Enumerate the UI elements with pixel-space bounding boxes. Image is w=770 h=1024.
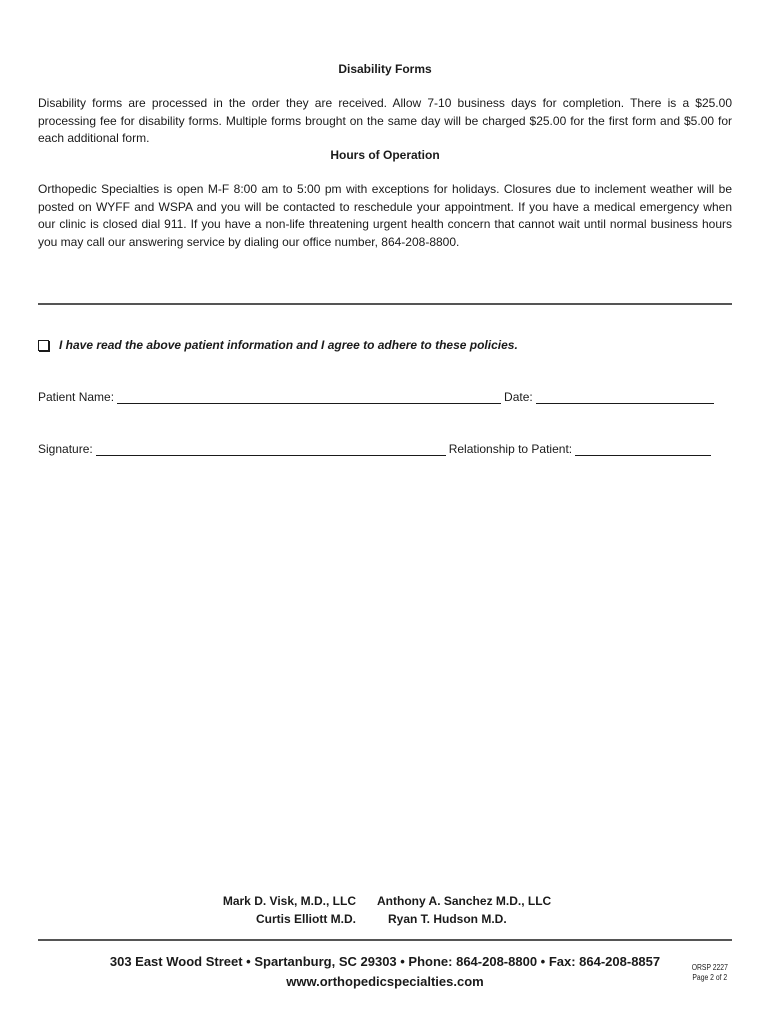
date-field[interactable] (536, 392, 714, 404)
agreement-text: I have read the above patient information and I agree to adhere to these policies. (59, 338, 518, 352)
doctor-name: Mark D. Visk, M.D., LLC (222, 894, 356, 908)
relationship-label: Relationship to Patient: (448, 442, 573, 456)
disability-forms-heading: Disability Forms (338, 62, 432, 76)
footer-address: 303 East Wood Street • Spartanburg, SC 29303 • Phone: 864-208-8800 • Fax: 864-208-8857 (109, 954, 661, 969)
doctor-name: Ryan T. Hudson M.D. (388, 912, 507, 926)
patient-name-label: Patient Name: (38, 390, 115, 404)
hours-of-operation-heading: Hours of Operation (330, 148, 440, 162)
page-number: Page 2 of 2 (692, 973, 728, 982)
doctor-name: Curtis Elliott M.D. (256, 912, 356, 926)
doctors-row (0, 894, 770, 912)
signature-row (38, 442, 732, 456)
patient-name-row (38, 390, 732, 404)
date-label: Date: (504, 390, 533, 404)
signature-label: Signature: (38, 442, 93, 456)
form-code: ORSP 2227 (691, 963, 728, 972)
doctors-row (0, 912, 770, 930)
agreement-checkbox[interactable] (38, 340, 49, 351)
patient-name-field[interactable] (117, 392, 501, 404)
footer-website: www.orthopedicspecialties.com (286, 974, 484, 989)
form-code-block (686, 963, 734, 983)
section-divider (38, 303, 732, 305)
doctors-list (0, 894, 770, 930)
hours-of-operation-text: Orthopedic Specialties is open M-F 8:00 am to 5:00 pm with exceptions for holidays. Closures due to inclement weather will be posted on WYFF and WSPA and you will be contacted to reschedule your appointment. If you have a medical emergency when our clinic is closed dial 911. If you have a non-life threatening urgent health concern that cannot wait until normal business hours you may call our answering service by dialing our office number, 864-208-8800. (38, 182, 732, 249)
relationship-field[interactable] (575, 444, 711, 456)
disability-forms-text: Disability forms are processed in the order they are received. Allow 7-10 business days for completion. There is a $25.00 processing fee for disability forms. Multiple forms brought on the same day will be charged $25.00 for the first form and $5.00 for each additional form. (38, 96, 732, 145)
footer-divider (38, 939, 732, 941)
doctor-name: Anthony A. Sanchez M.D., LLC (377, 894, 552, 908)
signature-field[interactable] (96, 444, 446, 456)
agreement-row (38, 338, 732, 352)
